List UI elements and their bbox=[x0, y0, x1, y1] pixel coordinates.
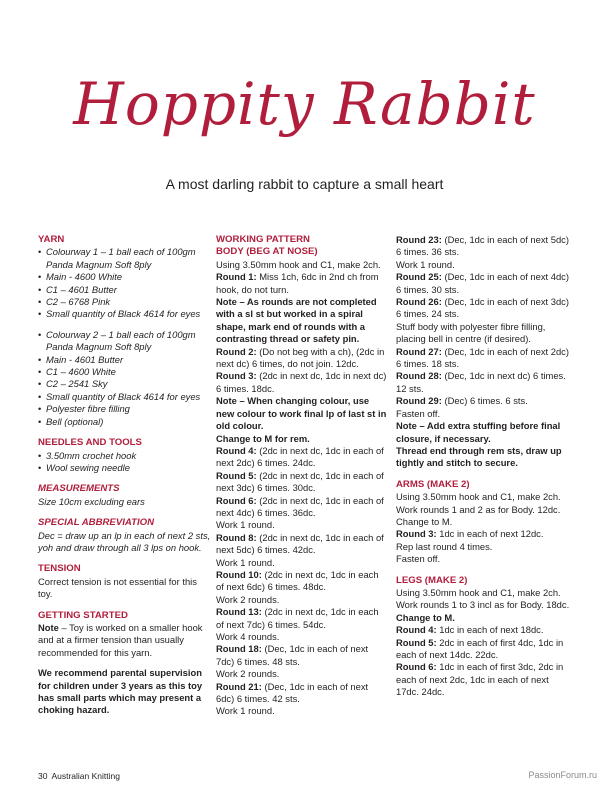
round-18 bbox=[216, 643, 388, 668]
round-text: (2dc in next dc, 1dc in each of next 4dc) 6 times. 36dc. bbox=[216, 494, 384, 518]
fasten-off: Fasten off. bbox=[396, 553, 441, 565]
list-item: • Main - 4600 White bbox=[38, 271, 212, 283]
arms-change: Change to M. bbox=[396, 515, 453, 527]
list-item: • Small quantity of Black 4614 for eyes bbox=[38, 391, 212, 403]
measurements-text: Size 10cm excluding ears bbox=[38, 495, 145, 507]
round-1 bbox=[216, 271, 388, 296]
legs-change: Change to M. bbox=[396, 611, 455, 623]
round-text: (Dec, 1dc in each of next 6dc) 6 times. 42 sts. bbox=[216, 680, 369, 705]
legs-round-6 bbox=[396, 661, 574, 698]
round-label: Round 27: bbox=[396, 345, 442, 357]
round-label: Round 25: bbox=[396, 271, 442, 283]
legs-round-5 bbox=[396, 637, 574, 662]
note-colour: Note – When changing colour, use new colour to work final lp of last st in old colour. bbox=[216, 395, 387, 432]
list-item: • Wool sewing needle bbox=[38, 462, 212, 474]
note-paragraph bbox=[38, 622, 212, 659]
round-label: Round 2: bbox=[216, 345, 257, 357]
round-text: (Do not beg with a ch), (2dc in next dc) 6 times, do not join. 12dc. bbox=[216, 345, 385, 370]
work-rounds: Work 4 rounds. bbox=[216, 631, 280, 642]
round-27 bbox=[396, 346, 574, 371]
arms-heading: ARMS (MAKE 2) bbox=[396, 478, 470, 490]
work-rounds: Work 1 round. bbox=[216, 705, 275, 717]
column-finishing bbox=[396, 234, 574, 699]
round-2 bbox=[216, 346, 388, 371]
body-heading: BODY (BEG AT NOSE) bbox=[216, 246, 318, 258]
round-text: 1dc in each of next 18dc. bbox=[436, 624, 544, 636]
abbreviation-text: Dec = draw up an lp in each of next 2 sts, yoh and draw through all 3 lps on hook. bbox=[38, 529, 211, 553]
list-item: • Colourway 1 – 1 ball each of 100gm Panda Magnum Soft 8ply bbox=[38, 246, 212, 271]
tension-text: Correct tension is not essential for this toy. bbox=[38, 575, 197, 600]
fasten-off: Fasten off. bbox=[396, 407, 441, 419]
round-text: (2dc in next dc, 1dc in each of next 3dc) 6 times. 30dc. bbox=[216, 469, 384, 494]
round-label: Round 10: bbox=[216, 568, 262, 580]
round-4 bbox=[216, 445, 388, 470]
note-stuffing: Note – Add extra stuffing before final closure, if necessary. bbox=[396, 420, 561, 444]
round-label: Round 23: bbox=[396, 234, 442, 245]
round-text: (Dec) 6 times. 6 sts. bbox=[441, 395, 528, 407]
round-text: (Dec, 1dc in each of next 2dc) 6 times. 18 sts. bbox=[396, 345, 569, 370]
list-item: • C2 – 2541 Sky bbox=[38, 378, 212, 390]
magazine-name: Australian Knitting bbox=[51, 771, 120, 781]
round-text: 2dc in each of first 4dc, 1dc in each of next 14dc. 22dc. bbox=[396, 636, 564, 660]
legs-round-4 bbox=[396, 624, 574, 636]
round-13 bbox=[216, 606, 388, 631]
round-text: (Dec, 1dc in each of next 5dc) 6 times. 36 sts. bbox=[396, 234, 569, 258]
round-label: Round 18: bbox=[216, 643, 262, 655]
measurements-heading: MEASUREMENTS bbox=[38, 483, 120, 495]
list-item: • C1 – 4601 Butter bbox=[38, 284, 212, 296]
round-label: Round 6: bbox=[216, 494, 257, 506]
round-label: Round 3: bbox=[216, 370, 257, 382]
work-rounds: Work 1 round. bbox=[216, 556, 275, 568]
watermark: PassionForum.ru bbox=[528, 770, 597, 780]
round-6 bbox=[216, 495, 388, 520]
arms-repeat: Rep last round 4 times. bbox=[396, 540, 493, 552]
page-title: Hoppity Rabbit bbox=[73, 70, 536, 138]
list-item: • 3.50mm crochet hook bbox=[38, 450, 212, 462]
round-21 bbox=[216, 681, 388, 706]
round-text: Miss 1ch, 6dc in 2nd ch from hook, do not turn. bbox=[216, 271, 379, 295]
round-label: Round 3: bbox=[396, 528, 437, 540]
round-label: Round 4: bbox=[216, 444, 257, 456]
round-text: (Dec, 1dc in next dc) 6 times. 12 sts. bbox=[396, 370, 566, 394]
round-25 bbox=[396, 271, 574, 296]
round-text: 1dc in each of first 3dc, 2dc in each of next 2dc, 1dc in each of next 17dc. 24dc. bbox=[396, 661, 564, 698]
body-intro: Using 3.50mm hook and C1, make 2ch. bbox=[216, 258, 381, 270]
list-item: • Bell (optional) bbox=[38, 416, 212, 428]
legs-work: Work rounds 1 to 3 incl as for Body. 18dc. bbox=[396, 599, 570, 611]
round-label: Round 29: bbox=[396, 395, 442, 407]
round-text: 1dc in each of next 12dc. bbox=[436, 528, 544, 540]
page-footer bbox=[38, 771, 120, 781]
round-text: (Dec, 1dc in each of next 4dc) 6 times. 30 sts. bbox=[396, 271, 569, 295]
arms-round-3 bbox=[396, 528, 574, 540]
round-text: (2dc in next dc, 1dc in each of next 5dc) 6 times. 42dc. bbox=[216, 531, 384, 556]
work-rounds: Work 1 round. bbox=[396, 258, 455, 270]
round-29 bbox=[396, 395, 574, 407]
tension-heading: TENSION bbox=[38, 563, 81, 575]
legs-heading: LEGS (MAKE 2) bbox=[396, 574, 468, 586]
round-label: Round 8: bbox=[216, 531, 257, 543]
needles-heading: NEEDLES AND TOOLS bbox=[38, 437, 142, 449]
round-text: (2dc in next dc, 1dc in each of next 2dc) 6 times. 24dc. bbox=[216, 444, 384, 469]
thread-instruction: Thread end through rem sts, draw up tightly and stitch to secure. bbox=[396, 444, 562, 469]
abbreviation-heading: SPECIAL ABBREVIATION bbox=[38, 517, 155, 529]
arms-intro: Using 3.50mm hook and C1, make 2ch. bbox=[396, 491, 561, 503]
work-rounds: Work 1 round. bbox=[216, 519, 275, 531]
legs-intro: Using 3.50mm hook and C1, make 2ch. bbox=[396, 586, 561, 598]
round-text: (2dc in next dc, 1dc in each of next 6dc) 6 times. 48dc. bbox=[216, 568, 379, 593]
page-subtitle: A most darling rabbit to capture a small heart bbox=[165, 176, 444, 192]
note-spiral: Note – As rounds are not completed with a sl st but worked in a spiral shape, mark end of rounds with a contrasting thread or safety pin. bbox=[216, 296, 377, 345]
round-label: Round 28: bbox=[396, 370, 442, 382]
getting-started-heading: GETTING STARTED bbox=[38, 609, 128, 621]
note-label: Note bbox=[38, 621, 59, 633]
working-pattern-heading: WORKING PATTERN bbox=[216, 234, 310, 245]
list-item: • Main - 4601 Butter bbox=[38, 354, 212, 366]
list-item: • C1 – 4600 White bbox=[38, 366, 212, 378]
round-label: Round 6: bbox=[396, 661, 437, 673]
round-5 bbox=[216, 470, 388, 495]
list-item: • Colourway 2 – 1 ball each of 100gm Panda Magnum Soft 8ply bbox=[38, 329, 212, 354]
column-materials bbox=[38, 234, 212, 717]
work-rounds: Work 2 rounds. bbox=[216, 593, 280, 605]
round-23 bbox=[396, 234, 574, 259]
round-8 bbox=[216, 532, 388, 557]
round-label: Round 4: bbox=[396, 624, 437, 636]
round-label: Round 21: bbox=[216, 680, 262, 692]
round-text: (2dc in next dc, 1dc in next dc) 6 times. 18dc. bbox=[216, 370, 387, 394]
round-label: Round 5: bbox=[396, 636, 437, 648]
round-28 bbox=[396, 370, 574, 395]
arms-work: Work rounds 1 and 2 as for Body. 12dc. bbox=[396, 503, 561, 515]
round-text: (Dec, 1dc in each of next 7dc) 6 times. 48 sts. bbox=[216, 643, 369, 667]
note-text: – Toy is worked on a smaller hook and at a firmer tension than usually recommended for this yarn. bbox=[38, 621, 203, 658]
round-26 bbox=[396, 296, 574, 321]
list-item: • Small quantity of Black 4614 for eyes bbox=[38, 308, 212, 320]
stuffing-text: Stuff body with polyester fibre filling, placing bell in centre (if desired). bbox=[396, 320, 546, 345]
list-item: • Polyester fibre filling bbox=[38, 403, 212, 415]
work-rounds: Work 2 rounds. bbox=[216, 668, 280, 680]
round-text: (2dc in next dc, 1dc in each of next 7dc) 6 times. 54dc. bbox=[216, 606, 379, 630]
round-label: Round 26: bbox=[396, 296, 442, 308]
round-text: (Dec, 1dc in each of next 3dc) 6 times. 24 sts. bbox=[396, 296, 569, 320]
list-item: • C2 – 6768 Pink bbox=[38, 296, 212, 308]
change-colour: Change to M for rem. bbox=[216, 432, 310, 444]
yarn-heading: YARN bbox=[38, 234, 65, 245]
round-label: Round 13: bbox=[216, 606, 262, 618]
round-label: Round 1: bbox=[216, 271, 257, 283]
round-10 bbox=[216, 569, 388, 594]
round-label: Round 5: bbox=[216, 469, 257, 481]
column-body-pattern bbox=[216, 234, 388, 718]
safety-warning: We recommend parental supervision for children under 3 years as this toy has small parts which may present a choking hazard. bbox=[38, 667, 203, 716]
round-3 bbox=[216, 370, 388, 395]
page-number: 30 bbox=[38, 771, 48, 781]
